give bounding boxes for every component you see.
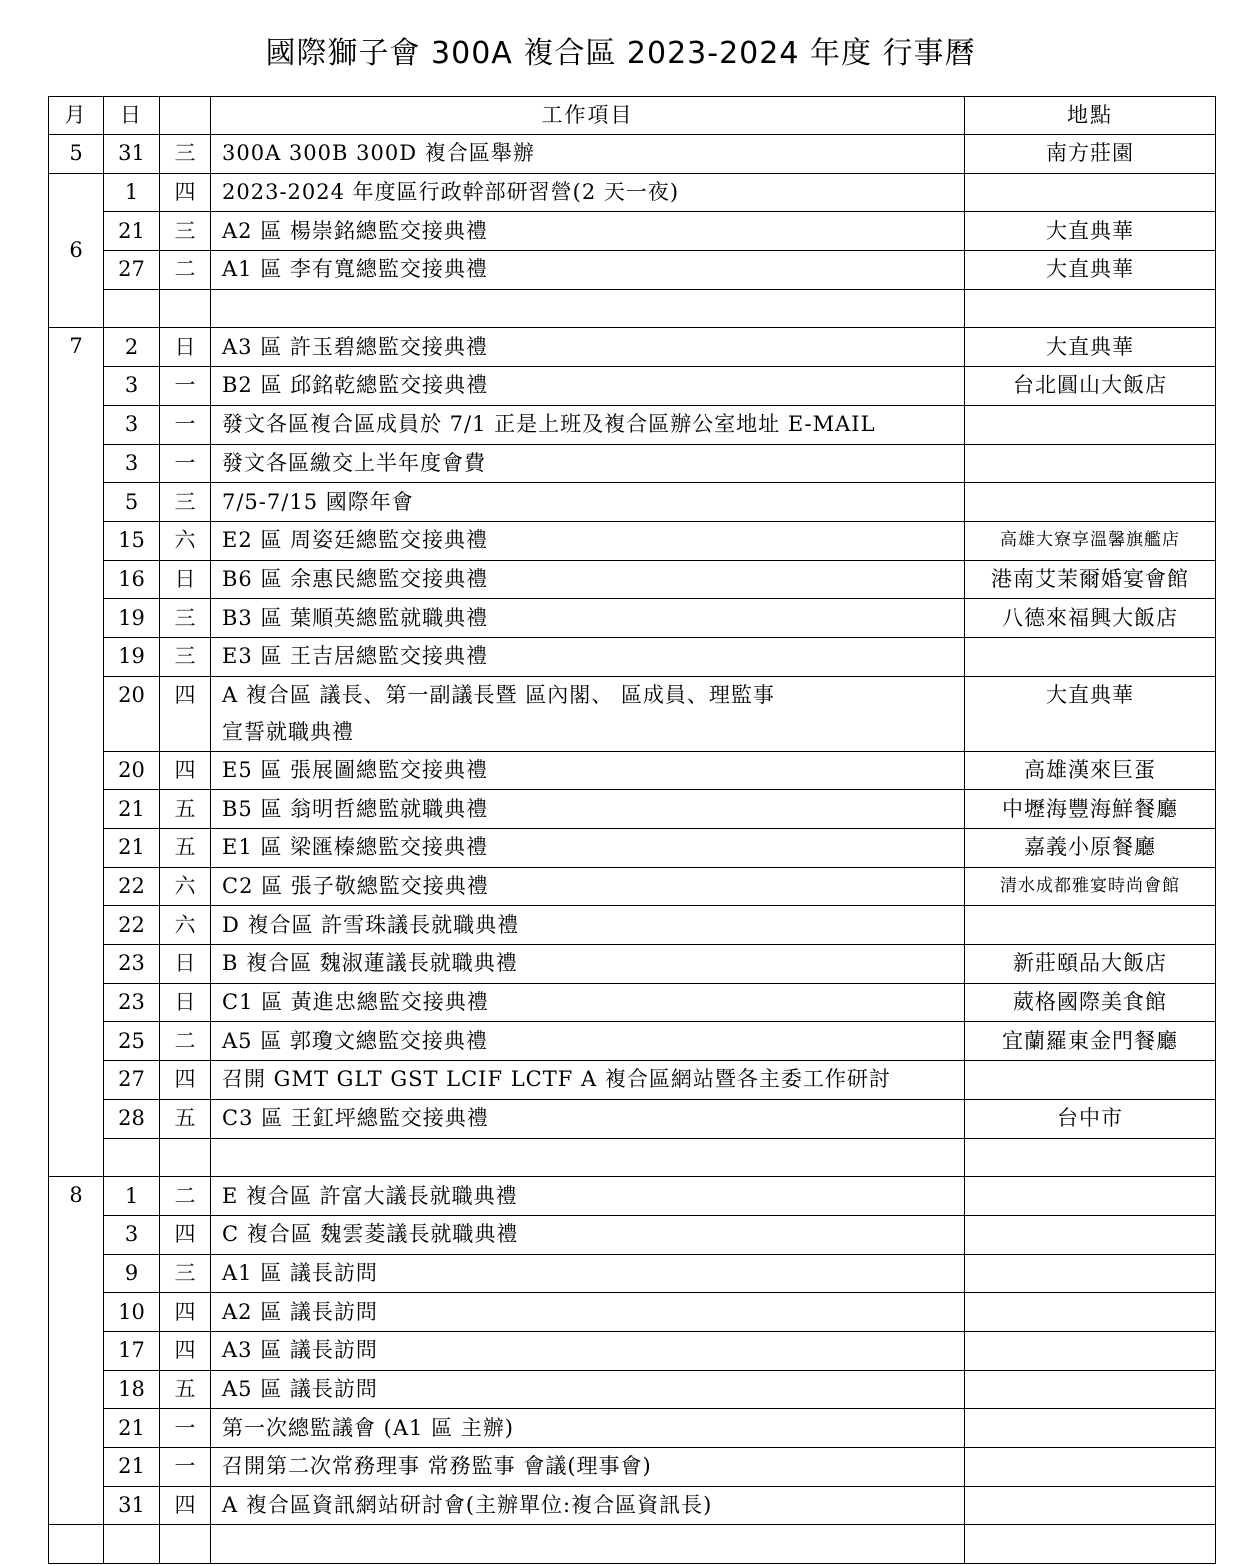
location-cell xyxy=(965,637,1216,676)
day-cell xyxy=(104,1138,160,1177)
table-row xyxy=(49,212,1216,251)
item-cell: C 複合區 魏雲菱議長就職典禮 xyxy=(211,1215,965,1254)
table-row xyxy=(49,1293,1216,1332)
weekday-cell: 日 xyxy=(160,945,211,984)
table-row xyxy=(49,1370,1216,1409)
weekday-cell: 一 xyxy=(160,1409,211,1448)
table-row xyxy=(49,560,1216,599)
item-cell: C2 區 張子敬總監交接典禮 xyxy=(211,867,965,906)
weekday-cell: 四 xyxy=(160,1293,211,1332)
day-cell: 23 xyxy=(104,983,160,1022)
weekday-cell: 四 xyxy=(160,751,211,790)
location-cell: 八德來福興大飯店 xyxy=(965,599,1216,638)
weekday-cell: 三 xyxy=(160,599,211,638)
weekday-cell: 一 xyxy=(160,367,211,406)
day-cell: 27 xyxy=(104,251,160,290)
table-row xyxy=(49,983,1216,1022)
table-row xyxy=(49,1486,1216,1525)
weekday-cell: 四 xyxy=(160,173,211,212)
month-cell: 7 xyxy=(49,328,104,1177)
location-cell: 清水成都雅宴時尚會館 xyxy=(965,867,1216,906)
item-cell xyxy=(211,676,965,751)
weekday-cell: 三 xyxy=(160,1254,211,1293)
day-cell: 1 xyxy=(104,173,160,212)
location-cell: 港南艾茉爾婚宴會館 xyxy=(965,560,1216,599)
table-row xyxy=(49,405,1216,444)
location-cell xyxy=(965,1061,1216,1100)
weekday-cell: 二 xyxy=(160,251,211,290)
item-cell: B3 區 葉順英總監就職典禮 xyxy=(211,599,965,638)
location-cell: 宜蘭羅東金門餐廳 xyxy=(965,1022,1216,1061)
item-cell: A2 區 楊崇銘總監交接典禮 xyxy=(211,212,965,251)
weekday-cell: 五 xyxy=(160,829,211,868)
item-cell: E2 區 周姿廷總監交接典禮 xyxy=(211,521,965,560)
location-cell xyxy=(965,1331,1216,1370)
table-row xyxy=(49,637,1216,676)
item-cell xyxy=(211,1525,965,1564)
day-cell: 2 xyxy=(104,328,160,367)
table-row xyxy=(49,1331,1216,1370)
location-cell xyxy=(965,405,1216,444)
table-row xyxy=(49,1177,1216,1216)
day-cell: 21 xyxy=(104,829,160,868)
location-cell: 嘉義小原餐廳 xyxy=(965,829,1216,868)
day-cell: 9 xyxy=(104,1254,160,1293)
page-title: 國際獅子會 300A 複合區 2023-2024 年度 行事曆 xyxy=(265,36,976,71)
weekday-cell: 三 xyxy=(160,483,211,522)
location-cell: 葳格國際美食館 xyxy=(965,983,1216,1022)
location-cell xyxy=(965,1177,1216,1216)
weekday-cell: 一 xyxy=(160,1448,211,1487)
item-cell: D 複合區 許雪珠議長就職典禮 xyxy=(211,906,965,945)
header-weekday xyxy=(160,97,211,135)
item-cell: A1 區 李有寬總監交接典禮 xyxy=(211,251,965,290)
table-row xyxy=(49,251,1216,290)
weekday-cell: 四 xyxy=(160,1061,211,1100)
header-row xyxy=(49,97,1216,135)
table-row xyxy=(49,367,1216,406)
day-cell: 21 xyxy=(104,790,160,829)
item-cell: 7/5-7/15 國際年會 xyxy=(211,483,965,522)
item-cell: C1 區 黃進忠總監交接典禮 xyxy=(211,983,965,1022)
location-cell: 大直典華 xyxy=(965,212,1216,251)
day-cell: 15 xyxy=(104,521,160,560)
table-row xyxy=(49,173,1216,212)
location-cell: 台中市 xyxy=(965,1099,1216,1138)
location-cell: 南方莊園 xyxy=(965,135,1216,174)
table-row xyxy=(49,1099,1216,1138)
month-cell: 6 xyxy=(49,173,104,328)
item-cell: 第一次總監議會 (A1 區 主辦) xyxy=(211,1409,965,1448)
weekday-cell: 日 xyxy=(160,983,211,1022)
item-cell: E 複合區 許富大議長就職典禮 xyxy=(211,1177,965,1216)
table-row xyxy=(49,1525,1216,1564)
day-cell: 3 xyxy=(104,1215,160,1254)
day-cell: 1 xyxy=(104,1177,160,1216)
table-row xyxy=(49,135,1216,174)
item-cell: 召開 GMT GLT GST LCIF LCTF A 複合區網站暨各主委工作研討 xyxy=(211,1061,965,1100)
weekday-cell: 五 xyxy=(160,1370,211,1409)
item-cell: 發文各區複合區成員於 7/1 正是上班及複合區辦公室地址 E-MAIL xyxy=(211,405,965,444)
item-cell: B6 區 余惠民總監交接典禮 xyxy=(211,560,965,599)
weekday-cell: 三 xyxy=(160,637,211,676)
item-cell: C3 區 王釭坪總監交接典禮 xyxy=(211,1099,965,1138)
day-cell: 19 xyxy=(104,637,160,676)
weekday-cell xyxy=(160,1138,211,1177)
table-row xyxy=(49,521,1216,560)
weekday-cell: 六 xyxy=(160,867,211,906)
location-cell xyxy=(965,1138,1216,1177)
day-cell: 25 xyxy=(104,1022,160,1061)
item-cell: E3 區 王吉居總監交接典禮 xyxy=(211,637,965,676)
location-cell: 高雄大寮享溫馨旗艦店 xyxy=(965,521,1216,560)
weekday-cell: 六 xyxy=(160,521,211,560)
day-cell: 22 xyxy=(104,906,160,945)
item-cell: B 複合區 魏淑蓮議長就職典禮 xyxy=(211,945,965,984)
item-cell: A5 區 議長訪問 xyxy=(211,1370,965,1409)
weekday-cell: 二 xyxy=(160,1177,211,1216)
day-cell: 20 xyxy=(104,676,160,751)
item-cell: A 複合區資訊網站研討會(主辦單位:複合區資訊長) xyxy=(211,1486,965,1525)
location-cell: 大直典華 xyxy=(965,251,1216,290)
weekday-cell: 三 xyxy=(160,212,211,251)
location-cell xyxy=(965,1448,1216,1487)
location-cell: 中壢海豐海鮮餐廳 xyxy=(965,790,1216,829)
location-cell: 大直典華 xyxy=(965,328,1216,367)
item-cell: 2023-2024 年度區行政幹部研習營(2 天一夜) xyxy=(211,173,965,212)
day-cell: 27 xyxy=(104,1061,160,1100)
location-cell xyxy=(965,289,1216,328)
table-row xyxy=(49,829,1216,868)
location-cell xyxy=(965,906,1216,945)
item-cell: 發文各區繳交上半年度會費 xyxy=(211,444,965,483)
item-cell: E1 區 梁匯榛總監交接典禮 xyxy=(211,829,965,868)
weekday-cell: 二 xyxy=(160,1022,211,1061)
location-cell xyxy=(965,1409,1216,1448)
table-row xyxy=(49,1254,1216,1293)
day-cell: 5 xyxy=(104,483,160,522)
location-cell xyxy=(965,1370,1216,1409)
item-cell: E5 區 張展圖總監交接典禮 xyxy=(211,751,965,790)
weekday-cell: 四 xyxy=(160,1215,211,1254)
table-row xyxy=(49,751,1216,790)
day-cell: 20 xyxy=(104,751,160,790)
day-cell: 31 xyxy=(104,1486,160,1525)
weekday-cell: 四 xyxy=(160,1486,211,1525)
location-cell: 新莊頤品大飯店 xyxy=(965,945,1216,984)
month-cell: 5 xyxy=(49,135,104,174)
day-cell: 16 xyxy=(104,560,160,599)
weekday-cell xyxy=(160,1525,211,1564)
table-row xyxy=(49,1448,1216,1487)
month-cell xyxy=(49,1525,104,1564)
weekday-cell: 四 xyxy=(160,676,211,751)
item-cell: 召開第二次常務理事 常務監事 會議(理事會) xyxy=(211,1448,965,1487)
location-cell xyxy=(965,444,1216,483)
item-cell xyxy=(211,289,965,328)
day-cell: 10 xyxy=(104,1293,160,1332)
day-cell: 21 xyxy=(104,1448,160,1487)
table-row xyxy=(49,867,1216,906)
table-row xyxy=(49,328,1216,367)
weekday-cell: 三 xyxy=(160,135,211,174)
table-row xyxy=(49,945,1216,984)
day-cell xyxy=(104,1525,160,1564)
table-row xyxy=(49,790,1216,829)
location-cell xyxy=(965,173,1216,212)
location-cell xyxy=(965,1486,1216,1525)
item-cell: A1 區 議長訪問 xyxy=(211,1254,965,1293)
day-cell: 3 xyxy=(104,444,160,483)
location-cell xyxy=(965,1525,1216,1564)
day-cell: 23 xyxy=(104,945,160,984)
location-cell xyxy=(965,1293,1216,1332)
item-cell: A3 區 許玉碧總監交接典禮 xyxy=(211,328,965,367)
header-location: 地點 xyxy=(965,97,1216,135)
location-cell: 台北圓山大飯店 xyxy=(965,367,1216,406)
table-row xyxy=(49,483,1216,522)
location-cell: 高雄漢來巨蛋 xyxy=(965,751,1216,790)
day-cell: 19 xyxy=(104,599,160,638)
header-month: 月 xyxy=(49,97,104,135)
weekday-cell: 日 xyxy=(160,328,211,367)
day-cell: 21 xyxy=(104,1409,160,1448)
table-row xyxy=(49,289,1216,328)
item-cell: B2 區 邱銘乾總監交接典禮 xyxy=(211,367,965,406)
item-cell: B5 區 翁明哲總監就職典禮 xyxy=(211,790,965,829)
header-day: 日 xyxy=(104,97,160,135)
location-cell: 大直典華 xyxy=(965,676,1216,751)
table-row xyxy=(49,1138,1216,1177)
day-cell xyxy=(104,289,160,328)
day-cell: 3 xyxy=(104,405,160,444)
header-item: 工作項目 xyxy=(211,97,965,135)
item-cell: 300A 300B 300D 複合區舉辦 xyxy=(211,135,965,174)
table-row xyxy=(49,676,1216,751)
day-cell: 3 xyxy=(104,367,160,406)
item-cell: A5 區 郭瓊文總監交接典禮 xyxy=(211,1022,965,1061)
day-cell: 28 xyxy=(104,1099,160,1138)
item-cell xyxy=(211,1138,965,1177)
weekday-cell: 五 xyxy=(160,1099,211,1138)
weekday-cell xyxy=(160,289,211,328)
table-row xyxy=(49,906,1216,945)
table-row xyxy=(49,1215,1216,1254)
location-cell xyxy=(965,1254,1216,1293)
weekday-cell: 一 xyxy=(160,444,211,483)
table-row xyxy=(49,1409,1216,1448)
location-cell xyxy=(965,1215,1216,1254)
table-row xyxy=(49,1061,1216,1100)
item-line-1: A 複合區 議長、第一副議長暨 區內閣、 區成員、理監事 xyxy=(222,682,775,707)
weekday-cell: 四 xyxy=(160,1331,211,1370)
weekday-cell: 日 xyxy=(160,560,211,599)
day-cell: 17 xyxy=(104,1331,160,1370)
month-cell: 8 xyxy=(49,1177,104,1525)
table-row xyxy=(49,599,1216,638)
calendar-table xyxy=(48,96,1216,1564)
day-cell: 22 xyxy=(104,867,160,906)
day-cell: 31 xyxy=(104,135,160,174)
item-line-2: 宣誓就職典禮 xyxy=(222,719,354,744)
day-cell: 21 xyxy=(104,212,160,251)
item-cell: A2 區 議長訪問 xyxy=(211,1293,965,1332)
item-cell: A3 區 議長訪問 xyxy=(211,1331,965,1370)
location-cell xyxy=(965,483,1216,522)
table-row xyxy=(49,1022,1216,1061)
day-cell: 18 xyxy=(104,1370,160,1409)
weekday-cell: 五 xyxy=(160,790,211,829)
weekday-cell: 一 xyxy=(160,405,211,444)
weekday-cell: 六 xyxy=(160,906,211,945)
table-row xyxy=(49,444,1216,483)
